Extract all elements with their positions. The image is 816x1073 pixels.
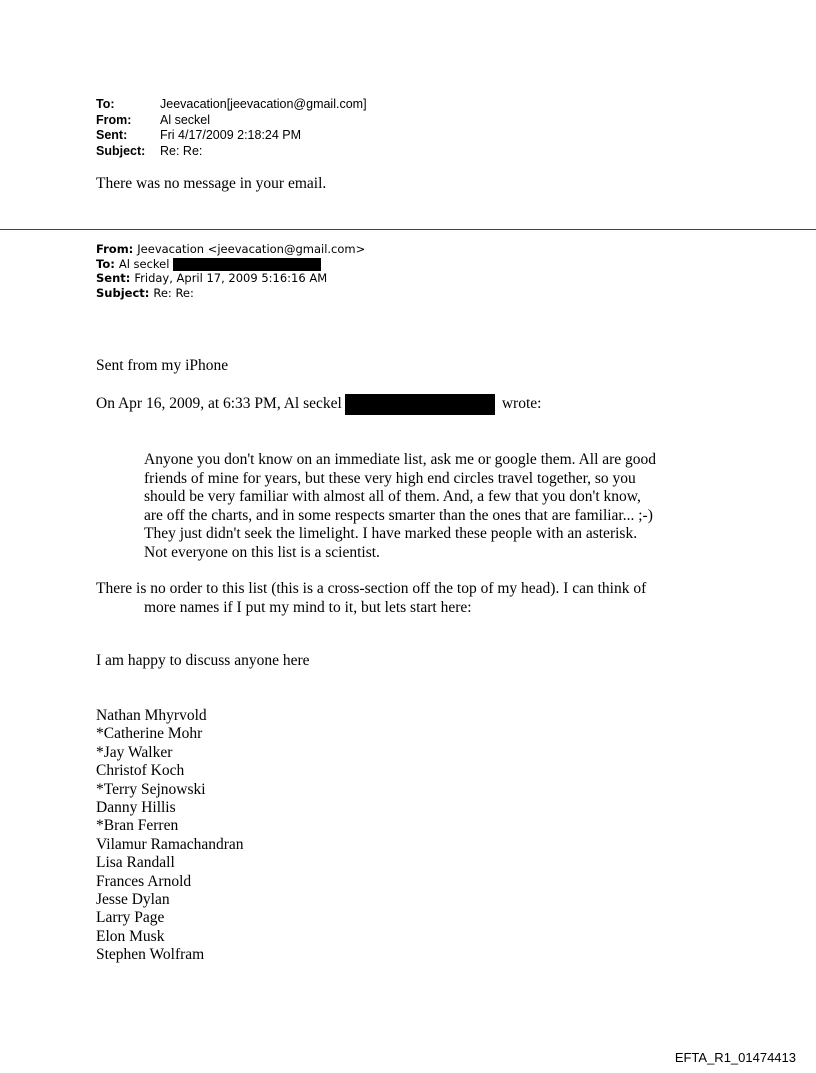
header2-subject-row (96, 286, 365, 301)
redaction-box (345, 394, 495, 415)
header-subject-row (96, 144, 367, 160)
header-from-row (96, 113, 367, 129)
header-to-row (96, 97, 367, 113)
header2-sent-row (96, 271, 365, 286)
list-item: *Jay Walker (96, 743, 173, 761)
list-item: *Terry Sejnowski (96, 780, 206, 798)
from-value-2: Jeevacation <jeevacation@gmail.com> (137, 242, 366, 256)
list-item: Frances Arnold (96, 872, 192, 890)
list-item: Nathan Mhyrvold (96, 707, 207, 724)
subject-value-2: Re: Re: (153, 285, 194, 300)
message-divider (0, 229, 816, 230)
to-value-2: Al seckel (118, 256, 174, 271)
list-item: *Bran Ferren (96, 817, 179, 835)
wrote-line (96, 394, 541, 415)
subject-label: Subject: (96, 143, 146, 158)
list-item: Lisa Randall (96, 854, 175, 872)
discuss-line: I am happy to discuss anyone here (96, 652, 310, 669)
from-label: From: (96, 112, 132, 127)
reply-body: There was no message in your email. (96, 175, 327, 192)
from-value: Al seckel (160, 112, 211, 127)
subject-label-2: Subject: (96, 285, 154, 300)
names-list (96, 707, 244, 965)
quote-line: Not everyone on this list is a scientist. (144, 543, 380, 561)
list-item: Stephen Wolfram (96, 946, 205, 964)
order-line: more names if I put my mind to it, but lets start here: (144, 598, 472, 616)
subject-value: Re: Re: (160, 143, 203, 158)
list-item: Vilamur Ramachandran (96, 835, 244, 853)
sent-from-line: Sent from my iPhone (96, 357, 229, 374)
order-line: There is no order to this list (this is a cross-section off the top of my head). I can think of (96, 580, 647, 597)
list-item: Elon Musk (96, 927, 165, 945)
quote-line: Anyone you don't know on an immediate list, ask me or google them. All are good (144, 451, 657, 468)
list-item: Larry Page (96, 909, 165, 927)
sent-label-2: Sent: (96, 271, 135, 285)
from-label-2: From: (96, 242, 138, 256)
sent-value-2: Friday, April 17, 2009 5:16:16 AM (134, 271, 328, 285)
header2-to-row (96, 257, 365, 272)
order-paragraph (96, 580, 646, 617)
sent-label: Sent: (96, 128, 128, 142)
to-label-2: To: (96, 256, 119, 271)
quote-line: They just didn't seek the limelight. I have marked these people with an asterisk. (144, 525, 638, 542)
quote-line: should be very familiar with almost all of them. And, a few that you don't know, (144, 488, 641, 505)
wrote-prefix: On Apr 16, 2009, at 6:33 PM, Al seckel (96, 395, 342, 413)
sent-value: Fri 4/17/2009 2:18:24 PM (160, 128, 302, 142)
list-item: Christof Koch (96, 762, 185, 780)
email-header-2 (96, 242, 365, 300)
header-sent-row (96, 128, 367, 144)
quote-line: friends of mine for years, but these very high end circles travel together, so you (144, 469, 636, 487)
wrote-suffix: wrote: (501, 395, 542, 413)
email-header-1 (96, 97, 367, 159)
list-item: Danny Hillis (96, 799, 176, 817)
to-label: To: (96, 97, 115, 111)
quote-line: are off the charts, and in some respects smarter than the ones that are familiar... ;-) (144, 506, 653, 524)
list-item: Jesse Dylan (96, 891, 170, 909)
quoted-message (144, 451, 684, 562)
redaction-box (173, 258, 321, 271)
list-item: *Catherine Mohr (96, 725, 203, 743)
to-value: Jeevacation[jeevacation@gmail.com] (160, 97, 367, 111)
header2-from-row (96, 242, 365, 257)
document-id-footer: EFTA_R1_01474413 (674, 1050, 796, 1065)
